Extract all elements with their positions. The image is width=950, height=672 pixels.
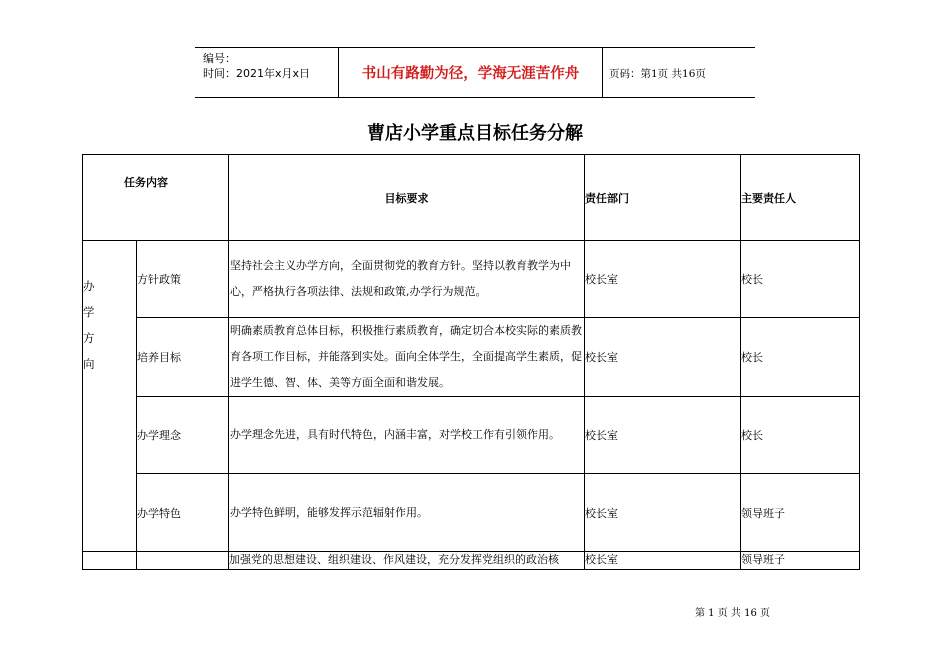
row-person: 校长 [741,318,860,397]
row-item [137,552,229,570]
row-requirement: 办学理念先进，具有时代特色，内涵丰富，对学校工作有引领作用。 [229,397,585,474]
header-meta [203,51,310,81]
header-task-content: 任务内容 [83,155,229,241]
group-label: 办 学 方 向 [83,241,137,552]
number-label: 编号： [203,52,236,65]
row-department: 校长室 [585,552,741,570]
table-row [83,318,860,397]
table-row [83,241,860,318]
row-item: 培养目标 [137,318,229,397]
row-person: 领导班子 [741,474,860,552]
page-footer: 第 1 页 共 16 页 [695,608,770,619]
row-department: 校长室 [585,318,741,397]
row-person: 校长 [741,397,860,474]
header-requirement: 目标要求 [229,155,585,241]
row-department: 校长室 [585,397,741,474]
row-requirement: 明确素质教育总体目标，积极推行素质教育，确定切合本校实际的素质教育各项工作目标，并能落到实处。面向全体学生，全面提高学生素质，促进学生德、智、体、美等方面全面和谐发展。 [229,318,585,397]
page-header [195,47,755,98]
table-row [83,552,860,570]
row-person: 领导班子 [741,552,860,570]
page-code: 页码：第1页 共16页 [609,68,706,80]
table-header-row [83,155,860,241]
table-row [83,474,860,552]
row-item: 办学特色 [137,474,229,552]
row-item: 办学理念 [137,397,229,474]
row-item: 方针政策 [137,241,229,318]
row-requirement: 坚持社会主义办学方向，全面贯彻党的教育方针。坚持以教育教学为中心，严格执行各项法律、法规和政策,办学行为规范。 [229,241,585,318]
time-label: 时间：2021年x月x日 [203,67,311,80]
row-requirement: 办学特色鲜明，能够发挥示范辐射作用。 [229,474,585,552]
table-row [83,397,860,474]
row-person: 校长 [741,241,860,318]
row-group-empty [83,552,137,570]
header-department: 责任部门 [585,155,741,241]
motto: 书山有路勤为径，学海无涯苦作舟 [338,48,603,97]
row-department: 校长室 [585,474,741,552]
row-requirement: 加强党的思想建设、组织建设、作风建设，充分发挥党组织的政治核 [229,552,585,570]
document-title: 曹店小学重点目标任务分解 [367,123,583,144]
row-department: 校长室 [585,241,741,318]
task-table [82,154,860,570]
header-person: 主要责任人 [741,155,860,241]
